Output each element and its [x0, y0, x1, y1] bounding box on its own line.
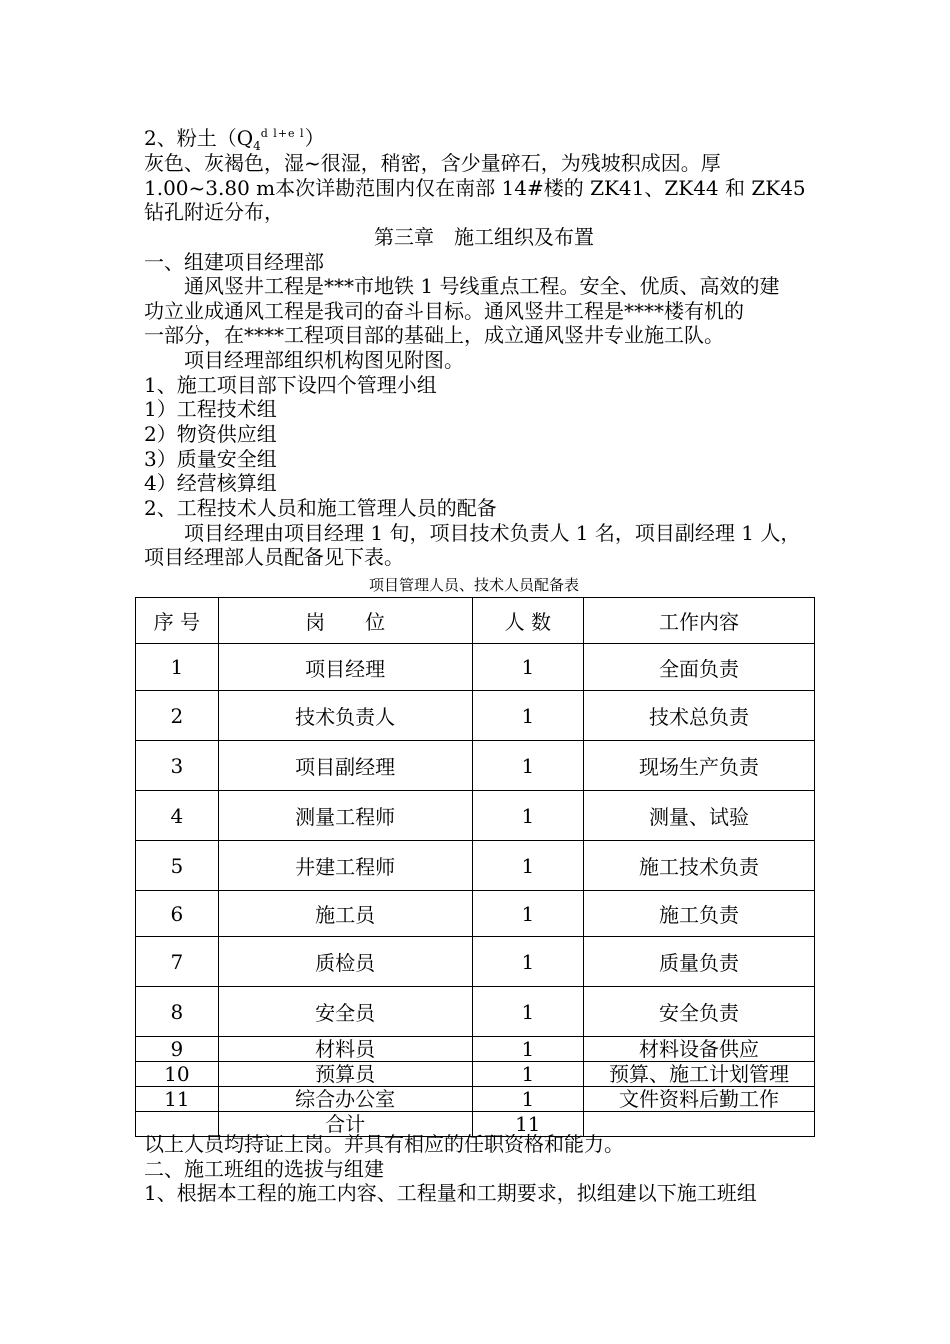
table-row — [136, 987, 815, 1037]
table-cell-position: 预算员 — [218, 1062, 472, 1087]
table-cell-index: 1 — [136, 644, 219, 691]
after-table-note: 以上人员均持证上岗。并具有相应的任职资格和能力。 — [144, 1132, 624, 1156]
total-cell-position: 合计 — [218, 1112, 472, 1137]
para4: 1、根据本工程的施工内容、工程量和工期要求，拟组建以下施工班组 — [144, 1181, 757, 1205]
para3-line-2: 项目经理部人员配备见下表。 — [144, 545, 404, 569]
table-cell-index: 11 — [136, 1087, 219, 1112]
table-cell-duty: 预算、施工计划管理 — [584, 1062, 815, 1087]
table-row — [136, 1087, 815, 1112]
staff-table — [135, 597, 815, 1137]
table-cell-duty: 测量、试验 — [584, 791, 815, 841]
group-item-2: 2）物资供应组 — [144, 422, 277, 446]
para3-line-1: 项目经理由项目经理 1 旬，项目技术负责人 1 名，项目副经理 1 人， — [144, 521, 801, 545]
table-cell-position: 安全员 — [218, 987, 472, 1037]
table-row — [136, 937, 815, 987]
table-cell-count: 1 — [472, 841, 584, 891]
table-header-row — [136, 598, 815, 644]
table-cell-duty: 技术总负责 — [584, 691, 815, 741]
table-row — [136, 691, 815, 741]
table-cell-count: 1 — [472, 937, 584, 987]
table-cell-index: 4 — [136, 791, 219, 841]
table-cell-index: 2 — [136, 691, 219, 741]
table-cell-count: 1 — [472, 1087, 584, 1112]
para1-line-2: 功立业成通风工程是我司的奋斗目标。通风竖井工程是****楼有机的 — [144, 299, 744, 323]
table-row — [136, 791, 815, 841]
table-cell-duty: 全面负责 — [584, 644, 815, 691]
header-cell-count: 人 数 — [472, 598, 584, 644]
table-cell-count: 1 — [472, 1062, 584, 1087]
soil-heading-subscript: 4 — [253, 139, 261, 153]
table-cell-position: 测量工程师 — [218, 791, 472, 841]
table-cell-count: 1 — [472, 1037, 584, 1062]
header-cell-position: 岗 位 — [218, 598, 472, 644]
total-cell-count: 11 — [472, 1112, 584, 1137]
table-cell-position: 项目副经理 — [218, 741, 472, 791]
table-cell-index: 9 — [136, 1037, 219, 1062]
header-cell-index: 序 号 — [136, 598, 219, 644]
soil-heading-superscript: d l+e l — [260, 127, 305, 140]
group-item-1: 1）工程技术组 — [144, 397, 277, 421]
table-cell-index: 7 — [136, 937, 219, 987]
section2-title: 二、施工班组的选拔与组建 — [144, 1157, 384, 1181]
table-cell-duty: 安全负责 — [584, 987, 815, 1037]
table-cell-position: 综合办公室 — [218, 1087, 472, 1112]
soil-desc-line-3: 钻孔附近分布， — [144, 200, 284, 224]
table-cell-index: 8 — [136, 987, 219, 1037]
table-cell-count: 1 — [472, 791, 584, 841]
table-cell-duty: 施工技术负责 — [584, 841, 815, 891]
table-row — [136, 644, 815, 691]
header-cell-duty: 工作内容 — [584, 598, 815, 644]
soil-heading-text: 2、粉土（Q — [144, 126, 254, 150]
table-caption: 项目管理人员、技术人员配备表 — [368, 576, 579, 594]
para1-line-3: 一部分，在****工程项目部的基础上，成立通风竖井专业施工队。 — [144, 323, 724, 347]
table-cell-count: 1 — [472, 987, 584, 1037]
table-row — [136, 1062, 815, 1087]
table-cell-position: 井建工程师 — [218, 841, 472, 891]
table-cell-position: 材料员 — [218, 1037, 472, 1062]
table-row — [136, 891, 815, 937]
soil-desc-line-1: 灰色、灰褐色，湿~很湿，稍密，含少量碎石，为残坡积成因。厚 — [144, 151, 721, 175]
table-cell-count: 1 — [472, 691, 584, 741]
table-cell-duty: 材料设备供应 — [584, 1037, 815, 1062]
table-cell-position: 质检员 — [218, 937, 472, 987]
table-cell-position: 施工员 — [218, 891, 472, 937]
table-row — [136, 741, 815, 791]
table-cell-duty: 现场生产负责 — [584, 741, 815, 791]
table-cell-index: 10 — [136, 1062, 219, 1087]
item2: 2、工程技术人员和施工管理人员的配备 — [144, 496, 497, 520]
section1-title: 一、组建项目经理部 — [144, 250, 324, 274]
table-cell-count: 1 — [472, 891, 584, 937]
table-cell-duty: 文件资料后勤工作 — [584, 1087, 815, 1112]
group-item-4: 4）经营核算组 — [144, 471, 277, 495]
soil-heading-close: ） — [304, 126, 325, 150]
table-cell-count: 1 — [472, 644, 584, 691]
table-cell-position: 技术负责人 — [218, 691, 472, 741]
soil-heading — [144, 126, 824, 154]
table-cell-duty: 施工负责 — [584, 891, 815, 937]
table-row — [136, 1037, 815, 1062]
para1-line-1: 通风竖井工程是***市地铁 1 号线重点工程。安全、优质、高效的建 — [144, 274, 780, 298]
chapter-title: 第三章 施工组织及布置 — [374, 225, 594, 249]
table-cell-position: 项目经理 — [218, 644, 472, 691]
table-cell-duty: 质量负责 — [584, 937, 815, 987]
table-cell-index: 6 — [136, 891, 219, 937]
group-item-3: 3）质量安全组 — [144, 447, 277, 471]
table-row — [136, 841, 815, 891]
item1: 1、施工项目部下设四个管理小组 — [144, 373, 437, 397]
table-cell-index: 5 — [136, 841, 219, 891]
table-cell-index: 3 — [136, 741, 219, 791]
soil-desc-line-2: 1.00~3.80 m本次详勘范围内仅在南部 14#楼的 ZK41、ZK44 和 ZK45 — [144, 176, 806, 200]
table-cell-count: 1 — [472, 741, 584, 791]
para2: 项目经理部组织机构图见附图。 — [144, 348, 464, 372]
